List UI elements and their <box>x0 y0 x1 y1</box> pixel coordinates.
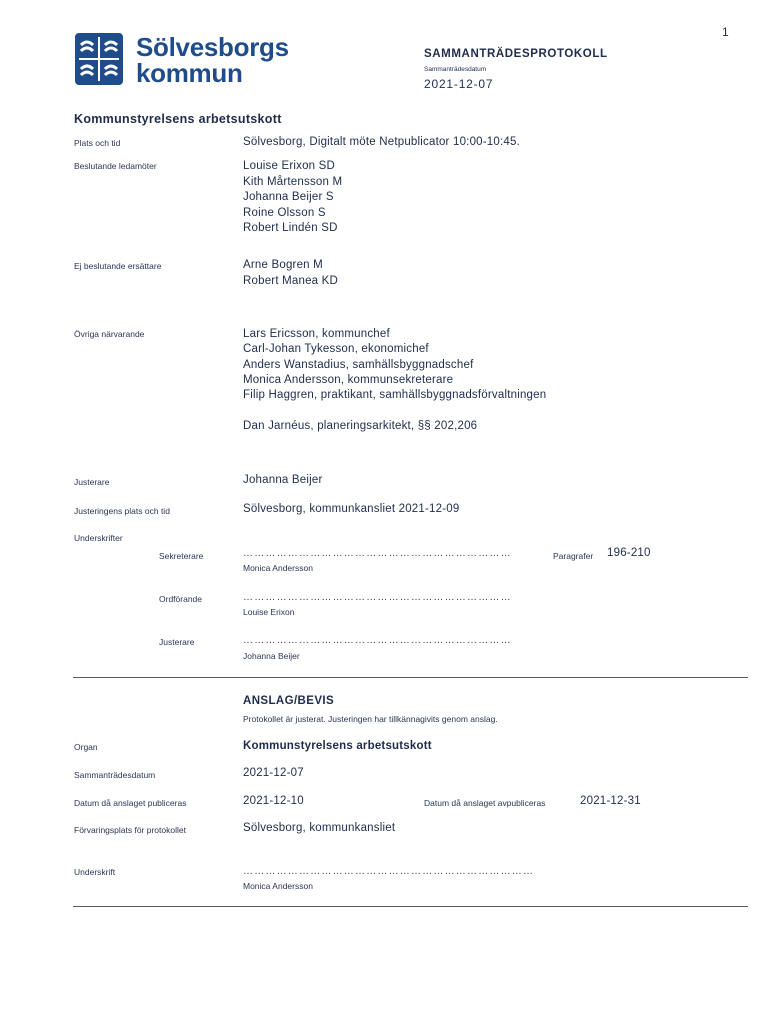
organ-label: Organ <box>74 742 98 752</box>
municipality-logo <box>75 33 123 90</box>
unpublished-label: Datum då anslaget avpubliceras <box>424 798 546 808</box>
document-type: SAMMANTRÄDESPROTOKOLL <box>424 48 608 60</box>
secretary-signature-line: ……………………………………………………………… <box>243 548 512 559</box>
meeting-date-row-value: 2021-12-07 <box>243 767 304 779</box>
others-label: Övriga närvarande <box>74 329 145 339</box>
adjust-place-value: Sölvesborg, kommunkansliet 2021-12-09 <box>243 503 460 515</box>
organ-value: Kommunstyrelsens arbetsutskott <box>243 740 432 752</box>
others-item: Lars Ericsson, kommunchef <box>243 328 390 340</box>
notice-signature-line: …………………………………………………………………… <box>243 866 535 877</box>
member-item: Robert Lindén SD <box>243 222 338 234</box>
member-item: Louise Erixon SD <box>243 160 336 172</box>
others-item: Monica Andersson, kommunsekreterare <box>243 374 454 386</box>
adjuster-name: Johanna Beijer <box>243 651 300 661</box>
others-item: Anders Wanstadius, samhällsbyggnadschef <box>243 359 474 371</box>
adjuster-value: Johanna Beijer <box>243 474 323 486</box>
adjust-place-label: Justeringens plats och tid <box>74 506 170 516</box>
brand-name-line2: kommun <box>136 58 243 88</box>
committee-title: Kommunstyrelsens arbetsutskott <box>74 112 282 126</box>
notice-heading: ANSLAG/BEVIS <box>243 695 335 707</box>
brand-name-line1: Sölvesborgs <box>136 32 289 62</box>
meeting-date-label: Sammanträdesdatum <box>424 66 487 73</box>
meeting-date: 2021-12-07 <box>424 77 494 91</box>
place-label: Plats och tid <box>74 138 121 148</box>
substitute-item: Robert Manea KD <box>243 275 339 287</box>
paragraphs-label: Paragrafer <box>553 551 594 561</box>
adjuster-label: Justerare <box>74 477 110 487</box>
unpublished-value: 2021-12-31 <box>580 795 641 807</box>
place-value: Sölvesborg, Digitalt möte Netpublicator 10:00-10:45. <box>243 136 520 148</box>
signatures-label: Underskrifter <box>74 533 123 543</box>
meeting-date-row-label: Sammanträdesdatum <box>74 770 156 780</box>
page-number: 1 <box>722 25 729 39</box>
member-item: Kith Mårtensson M <box>243 176 343 188</box>
chair-signature-line: ……………………………………………………………… <box>243 592 512 603</box>
adjuster-signature-line: ……………………………………………………………… <box>243 635 512 646</box>
member-item: Johanna Beijer S <box>243 191 334 203</box>
substitutes-label: Ej beslutande ersättare <box>74 261 162 271</box>
secretary-role: Sekreterare <box>159 551 204 561</box>
substitute-item: Arne Bogren M <box>243 259 323 271</box>
published-label: Datum då anslaget publiceras <box>74 798 187 808</box>
secretary-name: Monica Andersson <box>243 563 313 573</box>
member-item: Roine Olsson S <box>243 207 326 219</box>
members-label: Beslutande ledamöter <box>74 161 157 171</box>
coat-of-arms-icon <box>75 33 123 85</box>
others-item: Carl-Johan Tykesson, ekonomichef <box>243 343 429 355</box>
others-item: Filip Haggren, praktikant, samhällsbyggnadsförvaltningen <box>243 389 547 401</box>
notice-subtext: Protokollet är justerat. Justeringen har tillkännagivits genom anslag. <box>243 714 498 724</box>
others-extra: Dan Jarnéus, planeringsarkitekt, §§ 202,206 <box>243 420 478 432</box>
storage-label: Förvaringsplats för protokollet <box>74 825 186 835</box>
published-value: 2021-12-10 <box>243 795 304 807</box>
storage-value: Sölvesborg, kommunkansliet <box>243 822 396 834</box>
notice-signature-label: Underskrift <box>74 867 116 877</box>
adjuster-role: Justerare <box>159 637 195 647</box>
paragraphs-value: 196-210 <box>607 547 651 559</box>
bottom-divider <box>73 906 748 907</box>
notice-signature-name: Monica Andersson <box>243 881 313 891</box>
section-divider <box>73 677 748 678</box>
chair-role: Ordförande <box>159 594 202 604</box>
chair-name: Louise Erixon <box>243 607 295 617</box>
